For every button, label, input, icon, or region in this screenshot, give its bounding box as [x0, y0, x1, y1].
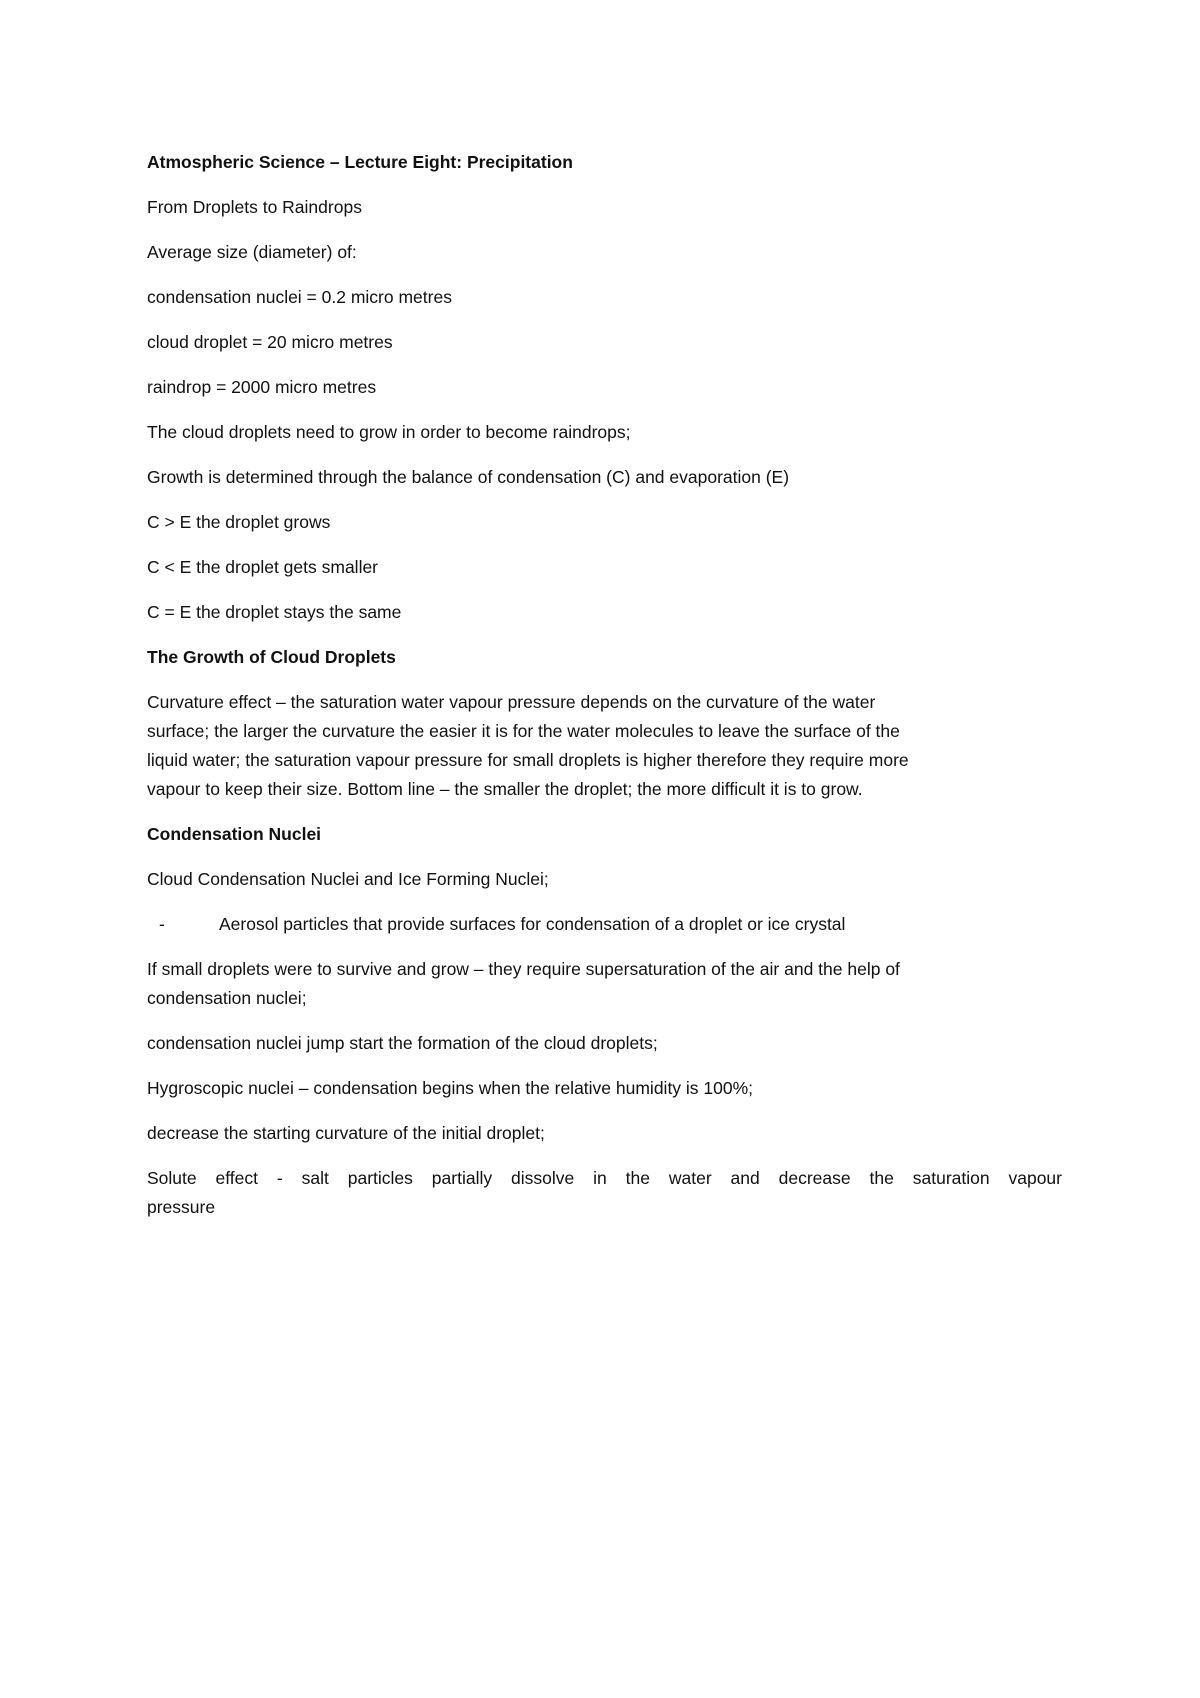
paragraph: cloud droplet = 20 micro metres — [147, 332, 393, 352]
bullet-item — [147, 910, 1062, 939]
paragraph: C = E the droplet stays the same — [147, 602, 402, 622]
paragraph: condensation nuclei = 0.2 micro metres — [147, 287, 452, 307]
paragraph: C > E the droplet grows — [147, 512, 331, 532]
paragraph: Average size (diameter) of: — [147, 242, 357, 262]
paragraph: raindrop = 2000 micro metres — [147, 377, 377, 397]
paragraph: Hygroscopic nuclei – condensation begins when the relative humidity is 100%; — [147, 1078, 754, 1098]
survive-paragraph — [147, 955, 1062, 1013]
text-line: Curvature effect – the saturation water vapour pressure depends on the curvature of the water — [147, 692, 876, 712]
text-line: vapour to keep their size. Bottom line – the smaller the droplet; the more difficult it is to grow. — [147, 779, 863, 799]
section-heading-nuclei: Condensation Nuclei — [147, 824, 322, 844]
paragraph: Cloud Condensation Nuclei and Ice Forming Nuclei; — [147, 869, 549, 889]
paragraph: condensation nuclei jump start the formation of the cloud droplets; — [147, 1033, 658, 1053]
curvature-paragraph — [147, 688, 1062, 804]
paragraph: Growth is determined through the balance of condensation (C) and evaporation (E) — [147, 467, 790, 487]
paragraph: decrease the starting curvature of the initial droplet; — [147, 1123, 545, 1143]
text-line: pressure — [147, 1197, 216, 1217]
subtitle: From Droplets to Raindrops — [147, 197, 362, 217]
section-heading-growth: The Growth of Cloud Droplets — [147, 647, 396, 667]
bullet-text: Aerosol particles that provide surfaces for condensation of a droplet or ice crystal — [219, 914, 846, 934]
text-line: surface; the larger the curvature the easier it is for the water molecules to leave the surface of the — [147, 721, 900, 741]
solute-paragraph — [147, 1164, 1062, 1222]
text-line: Solute effect - salt particles partially dissolve in the water and decrease the saturation vapour — [147, 1168, 1062, 1188]
text-line: liquid water; the saturation vapour pressure for small droplets is higher therefore they require more — [147, 750, 909, 770]
bullet-dash: - — [159, 914, 165, 934]
paragraph: The cloud droplets need to grow in order to become raindrops; — [147, 422, 631, 442]
text-line: If small droplets were to survive and grow – they require supersaturation of the air and the help of — [147, 959, 900, 979]
document-page — [147, 148, 1062, 1238]
document-title: Atmospheric Science – Lecture Eight: Precipitation — [147, 152, 573, 172]
paragraph: C < E the droplet gets smaller — [147, 557, 379, 577]
text-line: condensation nuclei; — [147, 988, 307, 1008]
